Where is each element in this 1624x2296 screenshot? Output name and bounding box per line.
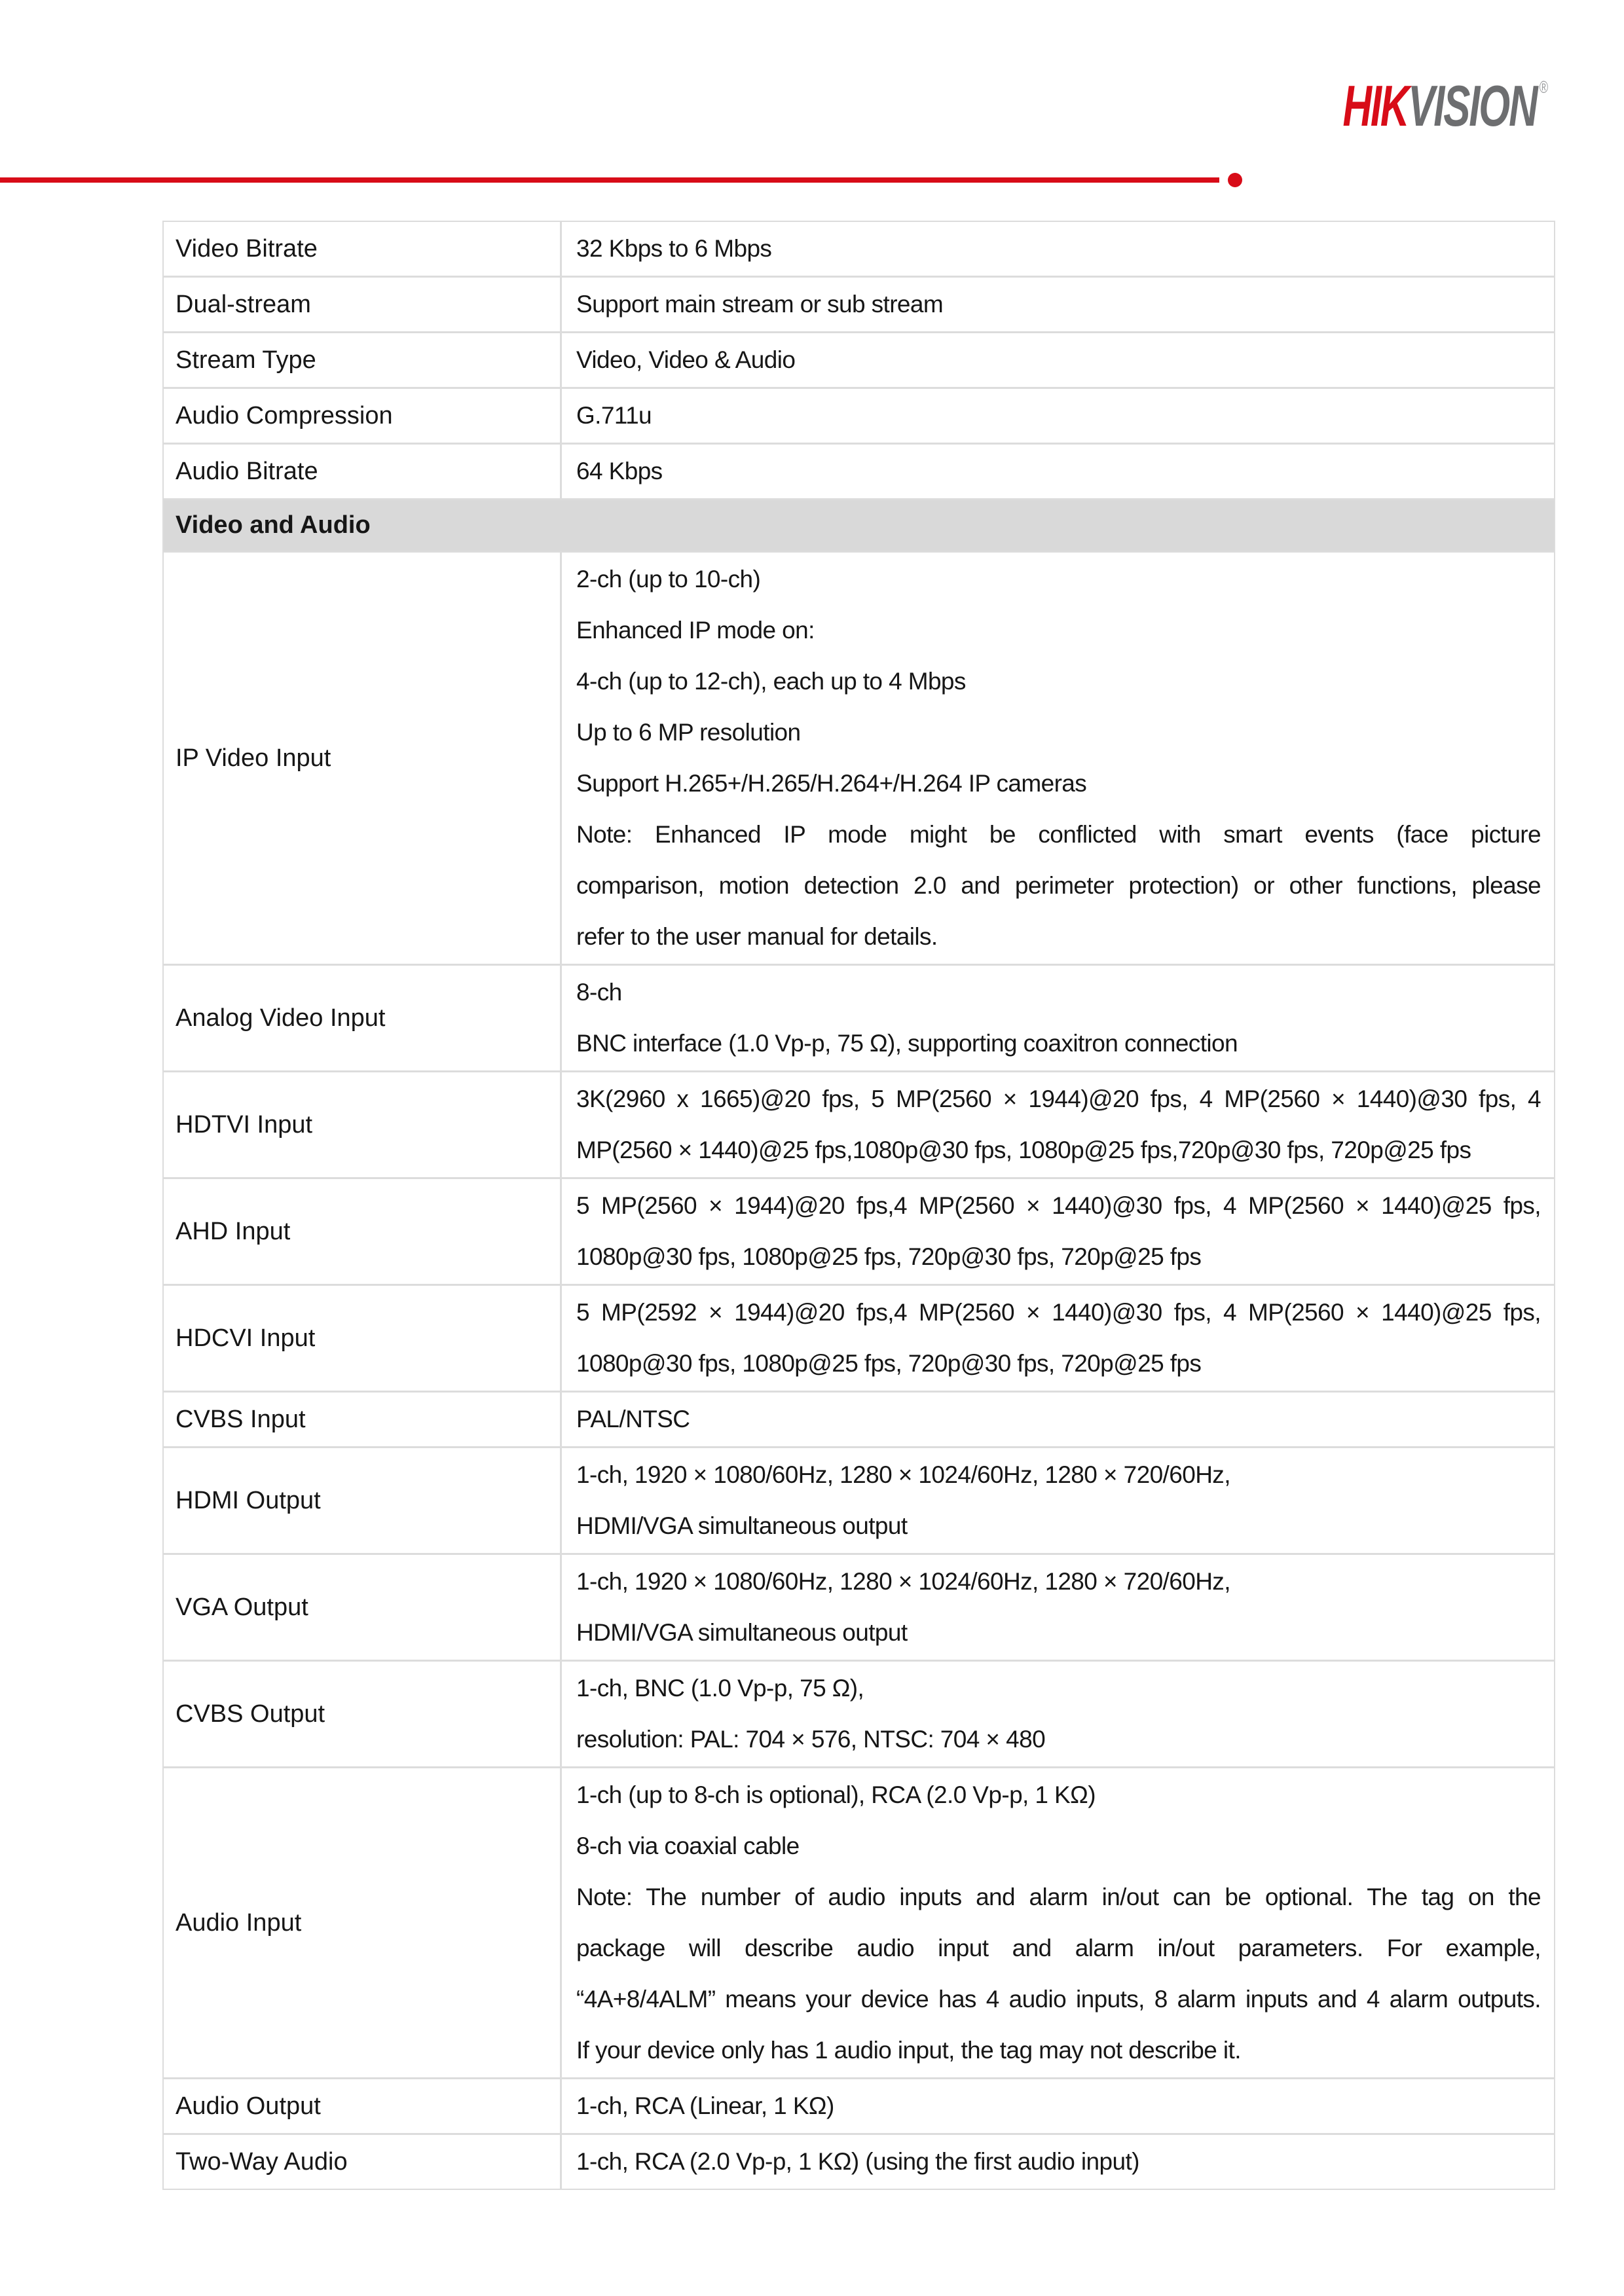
table-row xyxy=(164,1393,1554,1448)
spec-value-line: Support H.265+/H.265/H.264+/H.264 IP cameras xyxy=(576,770,1087,797)
section-header-row: Video and Audio xyxy=(164,500,1554,553)
table-row xyxy=(164,1286,1554,1393)
table-row xyxy=(164,1768,1554,2079)
spec-value xyxy=(562,278,1554,331)
spec-label: Audio Compression xyxy=(164,389,562,443)
table-row xyxy=(164,222,1554,278)
spec-value-line: 1-ch, 1920 × 1080/60Hz, 1280 × 1024/60Hz, 1280 × 720/60Hz, xyxy=(576,1568,1230,1595)
spec-value xyxy=(562,1393,1554,1446)
spec-label: HDTVI Input xyxy=(164,1072,562,1177)
table-row xyxy=(164,1179,1554,1286)
spec-value-line: 8-ch via coaxial cable xyxy=(576,1832,800,1859)
spec-value xyxy=(562,553,1554,964)
table-row xyxy=(164,1555,1554,1662)
spec-value-line: HDMI/VGA simultaneous output xyxy=(576,1619,908,1646)
spec-value-line: Note: The number of audio inputs and alarm in/out can be optional. The tag on the xyxy=(576,1884,1541,1910)
spec-value-line: PAL/NTSC xyxy=(576,1406,690,1432)
spec-value xyxy=(562,389,1554,443)
table-row xyxy=(164,445,1554,500)
spec-value-line: 3K(2960 x 1665)@20 fps, 5 MP(2560 × 1944)@20 fps, 4 MP(2560 × 1440)@30 fps, 4 xyxy=(576,1085,1541,1112)
spec-value-line: Up to 6 MP resolution xyxy=(576,719,801,746)
spec-label: Analog Video Input xyxy=(164,966,562,1070)
spec-label: HDCVI Input xyxy=(164,1286,562,1391)
table-row xyxy=(164,1448,1554,1555)
registered-trademark-icon: ® xyxy=(1539,77,1547,97)
spec-value-line: 64 Kbps xyxy=(576,458,663,484)
spec-value xyxy=(562,1179,1554,1284)
spec-value-line: HDMI/VGA simultaneous output xyxy=(576,1512,908,1539)
spec-label: Two-Way Audio xyxy=(164,2135,562,2189)
spec-value-line: 1-ch (up to 8-ch is optional), RCA (2.0 Vp-p, 1 KΩ) xyxy=(576,1781,1096,1808)
table-row xyxy=(164,2079,1554,2135)
spec-value-line: 4-ch (up to 12-ch), each up to 4 Mbps xyxy=(576,668,966,695)
spec-table xyxy=(162,221,1555,2190)
spec-label: IP Video Input xyxy=(164,553,562,964)
spec-label: HDMI Output xyxy=(164,1448,562,1553)
spec-value xyxy=(562,1662,1554,1766)
spec-value xyxy=(562,1768,1554,2077)
spec-value-line: G.711u xyxy=(576,402,652,429)
spec-value-line: Note: Enhanced IP mode might be conflicted with smart events (face picture xyxy=(576,821,1541,848)
table-row xyxy=(164,389,1554,445)
spec-value-line: 32 Kbps to 6 Mbps xyxy=(576,235,772,262)
spec-value-line: refer to the user manual for details. xyxy=(576,923,938,950)
spec-value-line: 8-ch xyxy=(576,979,622,1006)
hikvision-logo-text xyxy=(1342,73,1547,138)
spec-value-line: If your device only has 1 audio input, the tag may not describe it. xyxy=(576,2037,1241,2064)
spec-value-line: 1080p@30 fps, 1080p@25 fps, 720p@30 fps, 720p@25 fps xyxy=(576,1350,1202,1377)
spec-value xyxy=(562,1555,1554,1660)
header-rule xyxy=(0,177,1219,183)
header-rule-dot-icon xyxy=(1228,173,1242,187)
spec-value xyxy=(562,2079,1554,2133)
spec-value-line: Support main stream or sub stream xyxy=(576,291,944,318)
table-row xyxy=(164,553,1554,966)
spec-value-line: 1-ch, RCA (2.0 Vp-p, 1 KΩ) (using the first audio input) xyxy=(576,2148,1139,2175)
spec-label: Audio Input xyxy=(164,1768,562,2077)
spec-value-line: “4A+8/4ALM” means your device has 4 audio inputs, 8 alarm inputs and 4 alarm outputs. xyxy=(576,1986,1541,2013)
table-row xyxy=(164,333,1554,389)
spec-value-line: resolution: PAL: 704 × 576, NTSC: 704 × 480 xyxy=(576,1726,1046,1753)
spec-value xyxy=(562,1286,1554,1391)
spec-label: Stream Type xyxy=(164,333,562,387)
spec-value-line: Video, Video & Audio xyxy=(576,346,796,373)
logo-vision: VISION xyxy=(1408,73,1537,138)
spec-label: Audio Output xyxy=(164,2079,562,2133)
spec-value-line: 5 MP(2560 × 1944)@20 fps,4 MP(2560 × 1440)@30 fps, 4 MP(2560 × 1440)@25 fps, xyxy=(576,1192,1541,1219)
spec-value-line: Enhanced IP mode on: xyxy=(576,617,815,644)
table-row xyxy=(164,1662,1554,1768)
spec-value-line: 1080p@30 fps, 1080p@25 fps, 720p@30 fps, 720p@25 fps xyxy=(576,1243,1202,1270)
spec-label: AHD Input xyxy=(164,1179,562,1284)
logo-hik: HIK xyxy=(1342,73,1409,138)
spec-value xyxy=(562,2135,1554,2189)
table-row xyxy=(164,278,1554,333)
spec-label: CVBS Output xyxy=(164,1662,562,1766)
table-row xyxy=(164,1072,1554,1179)
table-row xyxy=(164,2135,1554,2189)
spec-value xyxy=(562,333,1554,387)
spec-value-line: 1-ch, BNC (1.0 Vp-p, 75 Ω), xyxy=(576,1675,864,1702)
spec-label: CVBS Input xyxy=(164,1393,562,1446)
spec-value xyxy=(562,1072,1554,1177)
spec-label: Audio Bitrate xyxy=(164,445,562,498)
spec-label: Video Bitrate xyxy=(164,222,562,276)
spec-value-line: 1-ch, RCA (Linear, 1 KΩ) xyxy=(576,2092,834,2119)
table-row xyxy=(164,966,1554,1072)
hikvision-logo xyxy=(1255,73,1547,138)
spec-label: VGA Output xyxy=(164,1555,562,1660)
spec-value-line: MP(2560 × 1440)@25 fps,1080p@30 fps, 1080p@25 fps,720p@30 fps, 720p@25 fps xyxy=(576,1137,1471,1163)
spec-value xyxy=(562,222,1554,276)
spec-value-line: 1-ch, 1920 × 1080/60Hz, 1280 × 1024/60Hz, 1280 × 720/60Hz, xyxy=(576,1461,1230,1488)
spec-value xyxy=(562,1448,1554,1553)
spec-value-line: 2-ch (up to 10-ch) xyxy=(576,566,761,592)
spec-value-line: BNC interface (1.0 Vp-p, 75 Ω), supporting coaxitron connection xyxy=(576,1030,1238,1057)
spec-label: Dual-stream xyxy=(164,278,562,331)
spec-value xyxy=(562,966,1554,1070)
spec-value xyxy=(562,445,1554,498)
spec-value-line: 5 MP(2592 × 1944)@20 fps,4 MP(2560 × 1440)@30 fps, 4 MP(2560 × 1440)@25 fps, xyxy=(576,1299,1541,1326)
spec-value-line: package will describe audio input and alarm in/out parameters. For example, xyxy=(576,1935,1541,1961)
spec-value-line: comparison, motion detection 2.0 and perimeter protection) or other functions, please xyxy=(576,872,1541,899)
